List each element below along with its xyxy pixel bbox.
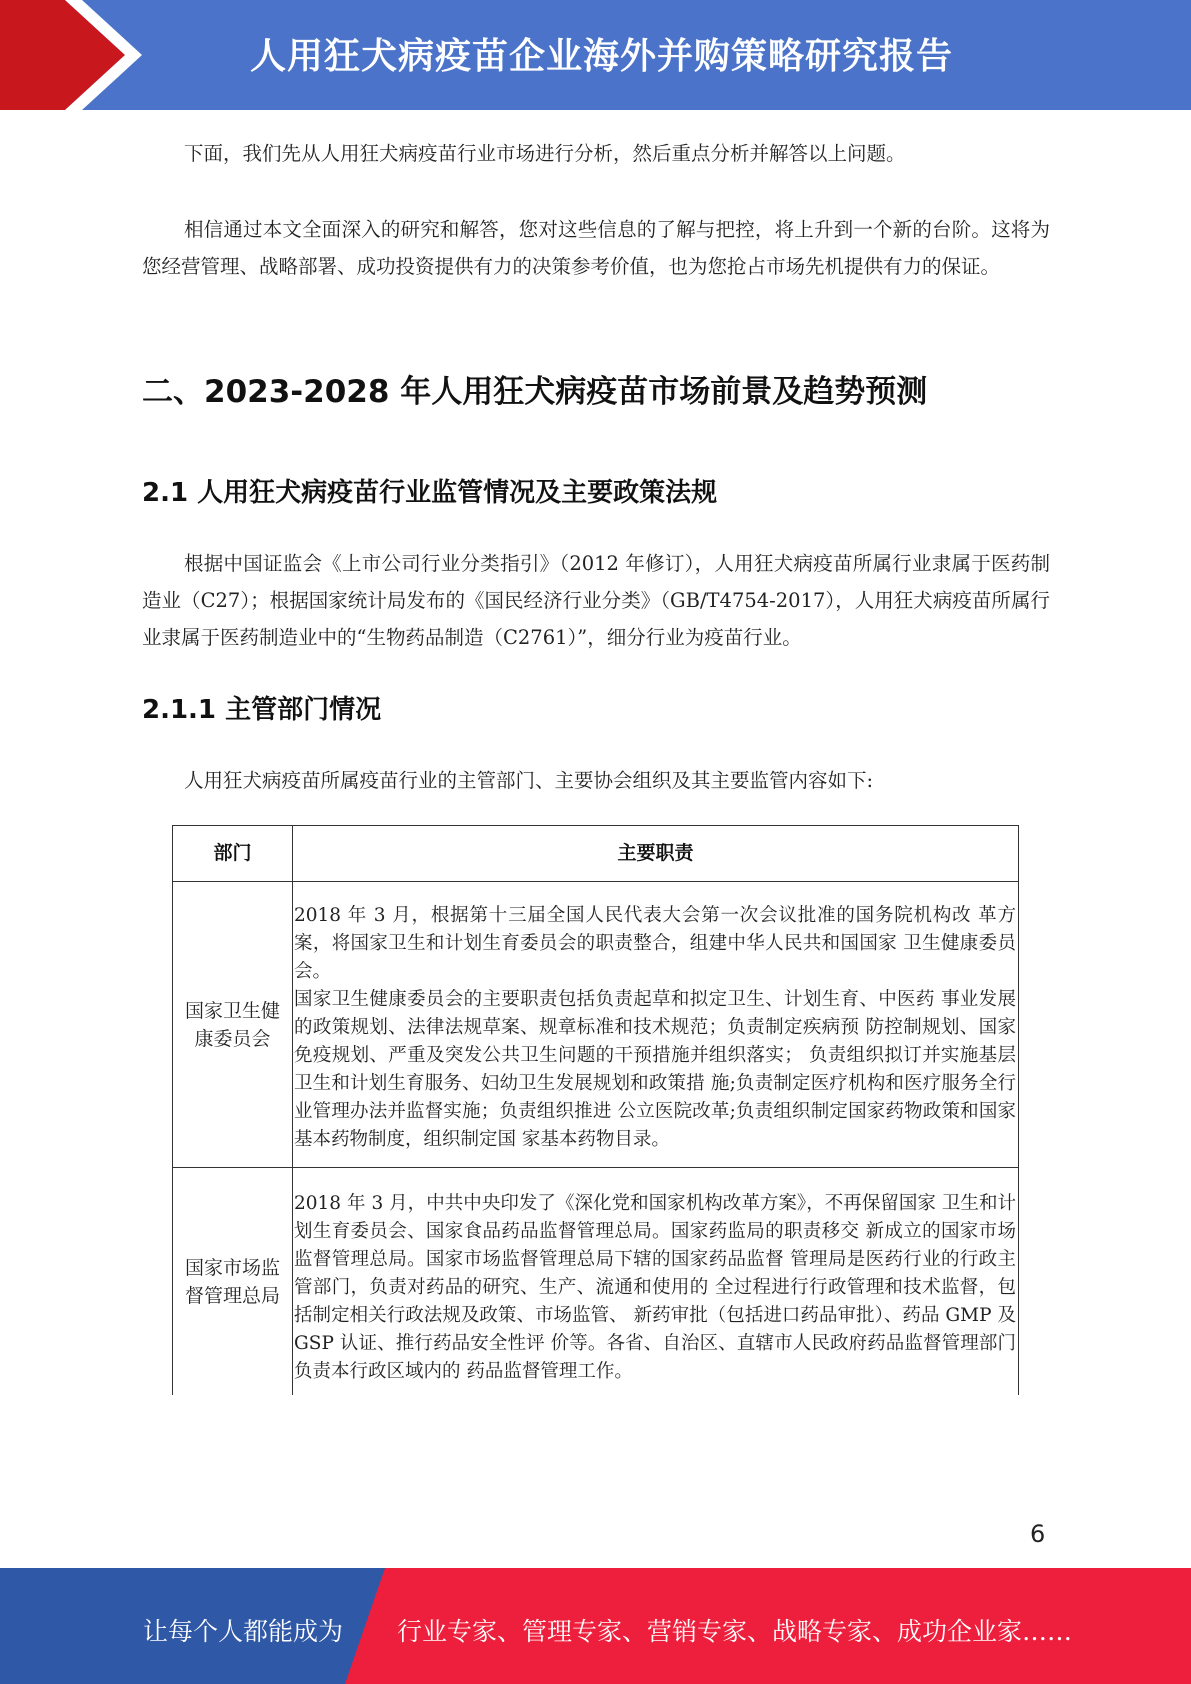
footer-slogan-right: 行业专家、管理专家、营销专家、战略专家、成功企业家…… [397, 1617, 1073, 1646]
header-banner [0, 0, 1191, 110]
table-row [173, 1168, 1018, 1396]
table-row [173, 882, 1018, 1168]
subsection-heading-2-1-1: 2.1.1 主管部门情况 [142, 695, 382, 725]
subsection-2-1-body: 根据中国证监会《上市公司行业分类指引》（2012 年修订），人用狂犬病疫苗所属行业隶属于医药制造业（C27）；根据国家统计局发布的《国民经济行业分类》（GB/T4754-2017），人用狂犬病疫苗所属行业隶属于医药制造业中的“生物药品制造（C2761）”，细分行业为疫苗行业。 [142, 552, 1050, 649]
intro-paragraph-1: 下面，我们先从人用狂犬病疫苗行业市场进行分析，然后重点分析并解答以上问题。 [184, 142, 906, 165]
duty-cell-part-1: 2018 年 3 月，中共中央印发了《深化党和国家机构改革方案》，不再保留国家 卫生和计划生育委员会、国家食品药品监督管理总局。国家药监局的职责移交 新成立的国家市场监督管理总局。国家市场监督管理总局下辖的国家药品监督 管理局是医药行业的行政主管部门，负责对药品的研究、生产、流通和使用的 全过程进行行政管理和技术监督，包括制定相关行政法规及政策、市场监管、 新药审批（包括进口药品审批）、药品 GMP 及 GSP 认证、推行药品安全性评 价等。各省、自治区、直辖市人民政府药品监督管理部门负责本行政区域内的 药品监督管理工作。 [294, 1193, 1016, 1382]
regulator-table [172, 825, 1019, 1395]
subsection-heading-2-1: 2.1 人用狂犬病疫苗行业监管情况及主要政策法规 [142, 478, 718, 508]
page-number: 6 [1030, 1520, 1046, 1548]
footer-slogan-left: 让每个人都能成为 [143, 1617, 344, 1646]
section-heading: 二、2023-2028 年人用狂犬病疫苗市场前景及趋势预测 [142, 374, 928, 410]
subsection-2-1-1-body: 人用狂犬病疫苗所属疫苗行业的主管部门、主要协会组织及其主要监管内容如下: [184, 769, 874, 792]
table-header-dept: 部门 [213, 842, 252, 864]
duty-cell-part-1: 2018 年 3 月，根据第十三届全国人民代表大会第一次会议批准的国务院机构改 革方案，将国家卫生和计划生育委员会的职责整合，组建中华人民共和国国家 卫生健康委员会。 [294, 905, 1016, 982]
header-arrow-decoration [0, 0, 150, 110]
duty-cell-part-2: 国家卫生健康委员会的主要职责包括负责起草和拟定卫生、计划生育、中医药 事业发展的政策规划、法律法规草案、规章标准和技术规范；负责制定疾病预 防控制规划、国家免疫规划、严重及突发公共卫生问题的干预措施并组织落实； 负责组织拟订并实施基层卫生和计划生育服务、妇幼卫生发展规划和政策措 施;负责制定医疗机构和医疗服务全行业管理办法并监督实施；负责组织推进 公立医院改革;负责组织制定国家药物政策和国家基本药物制度，组织制定国 家基本药物目录。 [294, 989, 1016, 1150]
table-header-row [173, 826, 1018, 882]
table-header-duty: 主要职责 [617, 842, 694, 864]
intro-paragraph-2: 相信通过本文全面深入的研究和解答，您对这些信息的了解与把控，将上升到一个新的台阶。这将为您经营管理、战略部署、成功投资提供有力的决策参考价值，也为您抢占市场先机提供有力的保证。 [142, 218, 1050, 278]
report-title: 人用狂犬病疫苗企业海外并购策略研究报告 [250, 36, 954, 77]
dept-cell: 国家卫生健康委员会 [184, 999, 280, 1050]
dept-cell: 国家市场监督管理总局 [184, 1257, 280, 1307]
